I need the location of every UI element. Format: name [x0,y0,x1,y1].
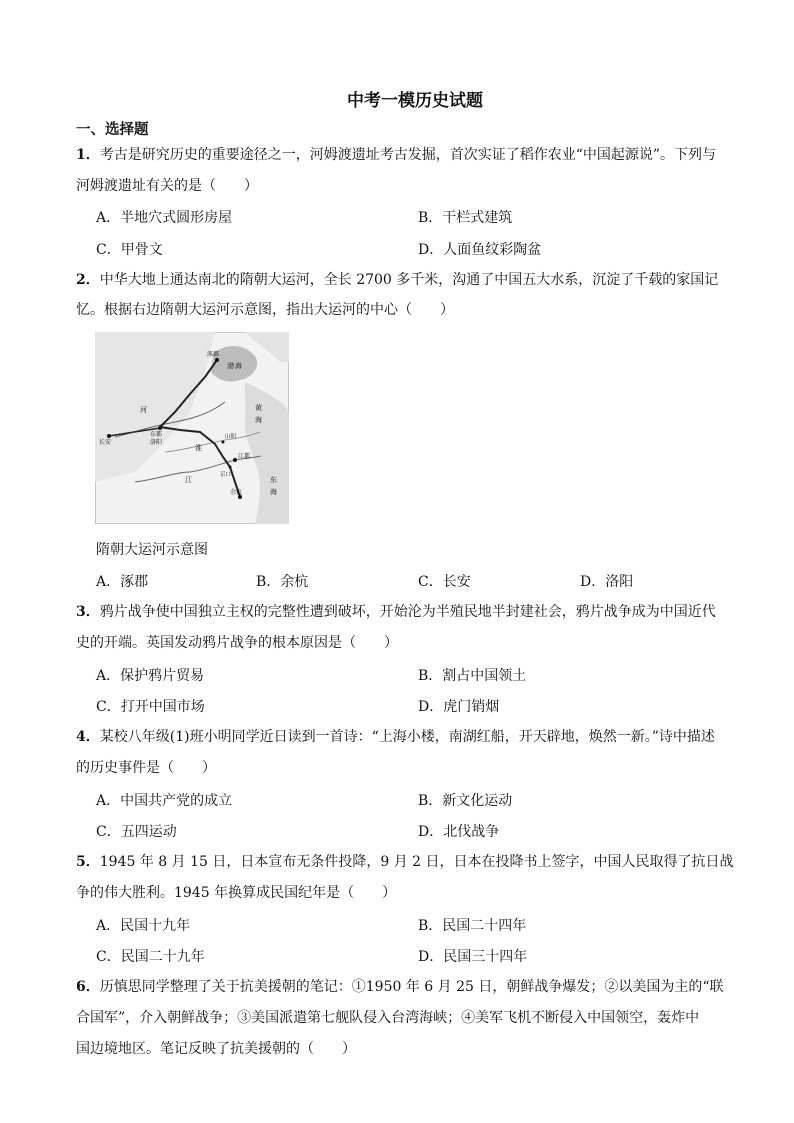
question-6-line-3: 国边境地区。笔记反映了抗美援朝的（ ） [76,1041,356,1057]
q3-option-d[interactable]: D．虎门销烟 [418,699,500,715]
q4-option-d[interactable]: D．北伐战争 [418,824,500,840]
question-text: 某校八年级(1)班小明同学近日读到一首诗：“上海小楼，南湖红船，开天辟地，焕然一新。”诗中描述 [99,729,715,745]
question-text: 历慎思同学整理了关于抗美援朝的笔记：①1950 年 6 月 25 日，朝鲜战争爆发；②以美国为主的“联 [99,979,724,995]
q4-option-a[interactable]: A．中国共产党的成立 [96,793,233,809]
q2-option-a[interactable]: A．涿郡 [96,574,149,590]
question-4-line-2: 的历史事件是（ ） [76,760,216,776]
map-label-jingkou: 京口 [220,472,232,478]
q1-option-b[interactable]: B．干栏式建筑 [418,210,513,226]
map-label-yuhang: 余杭 [230,489,243,496]
map-label-luoyang: 洛阳 [150,439,163,446]
question-5-line-1 [76,852,734,872]
q2-option-b[interactable]: B．余杭 [256,574,309,590]
question-2-line-2: 忆。根据右边隋朝大运河示意图，指出大运河的中心（ ） [76,302,454,318]
map-label-huai: 淮 [195,444,202,452]
page-title: 中考一模历史试题 [347,91,483,111]
question-number: 3． [76,604,100,620]
q5-option-a[interactable]: A．民国十九年 [96,918,191,934]
q1-option-c[interactable]: C．甲骨文 [96,242,163,258]
q5-option-d[interactable]: D．民国三十四年 [418,949,528,965]
section-heading: 一、选择题 [76,122,149,138]
question-1-line-1 [76,145,716,165]
map-label-hai-2: 海 [255,416,262,424]
question-3-line-2: 史的开端。英国发动鸦片战争的根本原因是（ ） [76,635,398,651]
map-label-zhuojun: 涿郡 [207,351,220,358]
map-label-jiang: 江 [185,476,192,484]
question-text: 考古是研究历史的重要途径之一，河姆渡遗址考古发掘，首次实证了稻作农业“中国起源说”。下列与 [99,147,717,163]
q4-option-b[interactable]: B．新文化运动 [418,793,513,809]
question-3-line-1 [76,602,716,622]
question-text: 鸦片战争使中国独立主权的完整性遭到破坏，开始沦为半殖民地半封建社会，鸦片战争成为中国近代 [99,604,716,620]
question-text: 中华大地上通达南北的隋朝大运河，全长 2700 多千米，沟通了中国五大水系，沉淀了千载的家国记 [99,272,719,288]
question-number: 4． [76,729,100,745]
q5-option-c[interactable]: C．民国二十九年 [96,949,205,965]
q1-option-a[interactable]: A．半地穴式圆形房屋 [96,210,233,226]
map-label-dong: 东 [270,476,277,484]
map-label-he: 河 [140,406,147,414]
map-label-hai-3: 海 [270,488,277,496]
question-text: 1945 年 8 月 15 日，日本宣布无条件投降，9 月 2 日，日本在投降书上签字，中国人民取得了抗日战 [99,854,734,870]
map-label-dongdu: 东都 [150,431,163,438]
question-4-line-1 [76,727,715,747]
q5-option-b[interactable]: B．民国二十四年 [418,918,527,934]
map-label-huang: 黄 [255,404,262,412]
q3-option-b[interactable]: B．割占中国领土 [418,668,527,684]
q3-option-c[interactable]: C．打开中国市场 [96,699,205,715]
question-number: 2． [76,272,100,288]
map-caption: 隋朝大运河示意图 [96,542,208,558]
question-6-line-1 [76,977,724,997]
question-1-line-2: 河姆渡遗址有关的是（ ） [76,178,258,194]
question-2-line-1 [76,270,718,290]
question-number: 5． [76,854,100,870]
q3-option-a[interactable]: A．保护鸦片贸易 [96,668,205,684]
map-label-hai-1: 海 [235,362,242,370]
question-5-line-2: 争的伟大胜利。1945 年换算成民国纪年是（ ） [76,885,397,901]
grand-canal-map [95,332,289,524]
map-label-shanyang: 山阳 [225,434,237,440]
map-label-changan: 长安 [99,439,112,446]
question-number: 6． [76,979,100,995]
q2-option-c[interactable]: C．长安 [418,574,471,590]
q4-option-c[interactable]: C．五四运动 [96,824,177,840]
question-number: 1． [76,147,100,163]
question-6-line-2: 合国军”，介入朝鲜战争；③美国派遣第七舰队侵入台湾海峡；④美军飞机不断侵入中国领空，轰炸中 [76,1010,700,1026]
q1-option-d[interactable]: D．人面鱼纹彩陶盆 [418,242,542,258]
map-label-bo: 渤 [227,362,234,370]
q2-option-d[interactable]: D．洛阳 [580,574,634,590]
map-label-jiangdu: 江都 [238,453,251,460]
